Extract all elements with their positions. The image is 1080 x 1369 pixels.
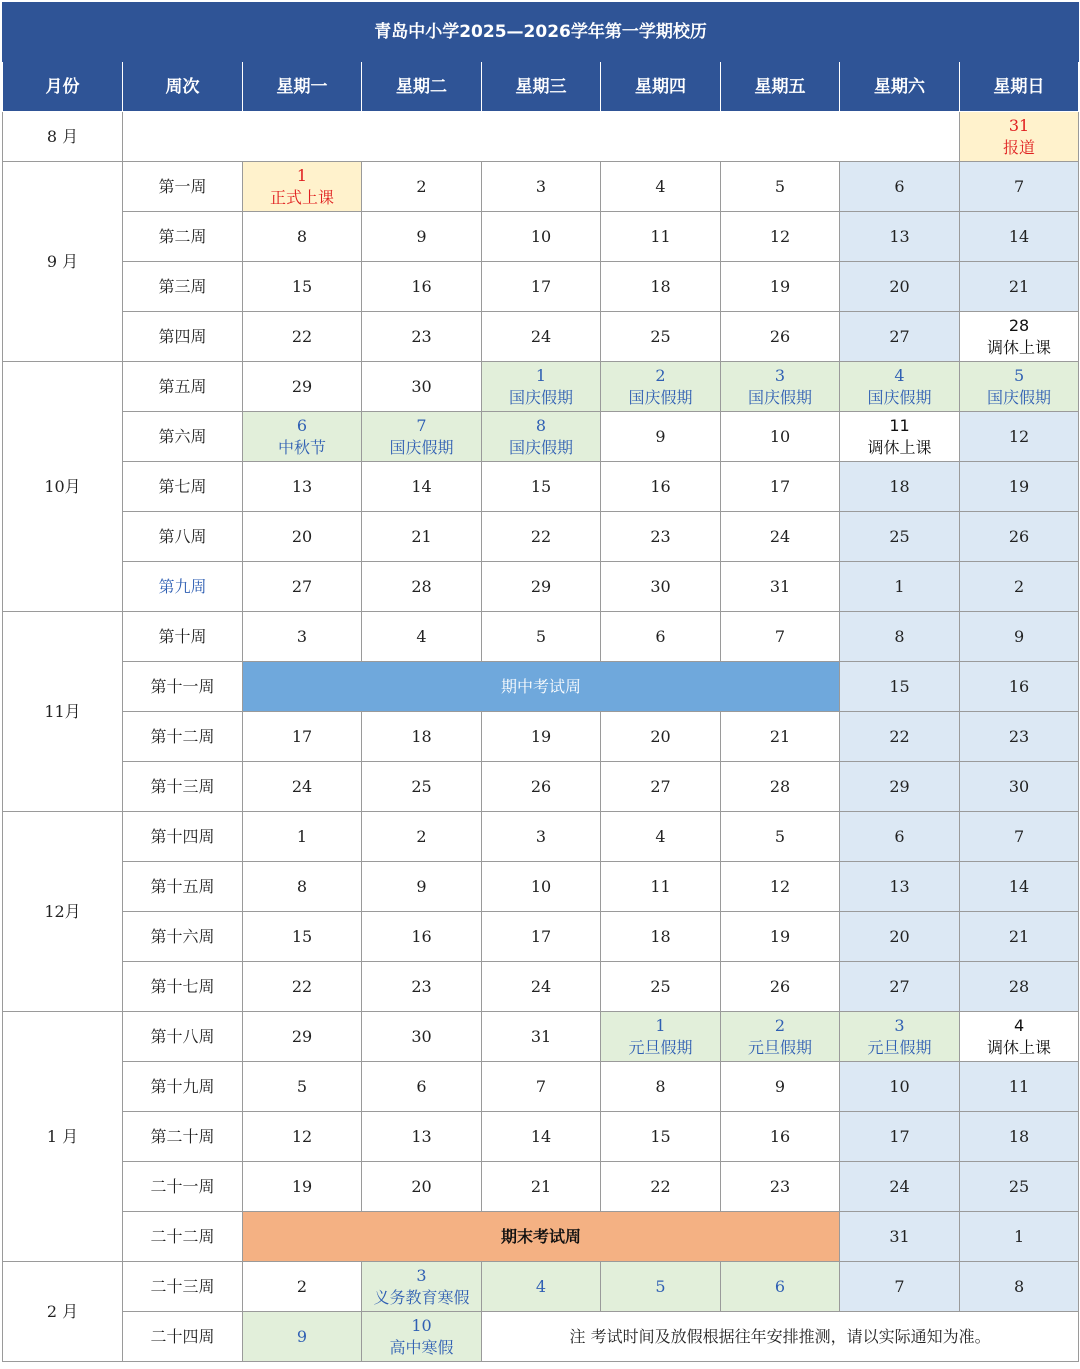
day-cell: 21 xyxy=(721,712,840,762)
day-cell: 2 xyxy=(243,1262,362,1312)
weekend-cell: 21 xyxy=(960,912,1079,962)
header-mon: 星期一 xyxy=(243,62,362,112)
header-thu: 星期四 xyxy=(601,62,721,112)
day-cell: 29 xyxy=(243,1012,362,1062)
mid-autumn-label: 中秋节 xyxy=(277,437,326,457)
table-row xyxy=(3,312,1079,362)
day-cell: 17 xyxy=(721,462,840,512)
page-title: 青岛中小学2025—2026学年第一学期校历 xyxy=(3,3,1079,62)
table-row xyxy=(3,562,1079,612)
day-number: 1 xyxy=(535,365,547,385)
makeup-label: 调休上课 xyxy=(987,337,1052,357)
day-cell: 25 xyxy=(601,962,721,1012)
weekend-cell: 1 xyxy=(840,562,960,612)
holiday-label: 元旦假期 xyxy=(867,1037,932,1057)
weekend-cell: 21 xyxy=(960,262,1079,312)
day-number: 3 xyxy=(416,1265,427,1285)
day-cell: 20 xyxy=(601,712,721,762)
month-cell: 9 月 xyxy=(3,162,123,362)
holiday-cell xyxy=(362,1312,482,1362)
day-cell: 2 xyxy=(362,812,482,862)
weekend-cell: 17 xyxy=(840,1112,960,1162)
table-row xyxy=(3,812,1079,862)
day-number: 28 xyxy=(1008,315,1030,335)
day-cell xyxy=(243,162,362,212)
table-row xyxy=(3,1162,1079,1212)
month-cell: 1 月 xyxy=(3,1012,123,1262)
week-name: 第十三周 xyxy=(123,762,243,812)
day-cell: 26 xyxy=(721,962,840,1012)
week-name: 第十七周 xyxy=(123,962,243,1012)
day-cell: 27 xyxy=(601,762,721,812)
day-cell: 22 xyxy=(243,312,362,362)
day-cell: 12 xyxy=(721,212,840,262)
week-name: 第二周 xyxy=(123,212,243,262)
table-row xyxy=(3,612,1079,662)
day-number: 3 xyxy=(774,365,786,385)
makeup-workday-cell xyxy=(960,312,1079,362)
day-cell: 16 xyxy=(362,262,482,312)
day-cell: 9 xyxy=(362,212,482,262)
day-number: 31 xyxy=(1008,115,1030,135)
day-cell: 6 xyxy=(362,1062,482,1112)
day-cell: 23 xyxy=(721,1162,840,1212)
day-cell: 11 xyxy=(601,212,721,262)
day-cell: 14 xyxy=(362,462,482,512)
day-cell: 29 xyxy=(482,562,601,612)
day-number: 3 xyxy=(894,1015,905,1035)
holiday-label: 国庆假期 xyxy=(389,437,454,457)
day-cell: 11 xyxy=(601,862,721,912)
weekend-cell: 7 xyxy=(960,812,1079,862)
weekend-cell: 2 xyxy=(960,562,1079,612)
table-row xyxy=(3,1312,1079,1362)
weekend-cell: 31 xyxy=(840,1212,960,1262)
table-row xyxy=(3,1212,1079,1262)
day-cell: 25 xyxy=(601,312,721,362)
header-wed: 星期三 xyxy=(482,62,601,112)
holiday-cell xyxy=(601,362,721,412)
day-cell: 10 xyxy=(482,862,601,912)
midterm-exam-banner: 期中考试周 xyxy=(243,662,840,712)
day-cell: 8 xyxy=(243,862,362,912)
makeup-label: 调休上课 xyxy=(987,1037,1052,1057)
day-cell: 9 xyxy=(362,862,482,912)
weekend-cell: 29 xyxy=(840,762,960,812)
empty-cell xyxy=(123,112,960,162)
day-cell: 12 xyxy=(721,862,840,912)
day-number: 4 xyxy=(1013,1015,1025,1035)
header-month: 月份 xyxy=(3,62,123,112)
report-day-cell xyxy=(960,112,1079,162)
day-cell: 29 xyxy=(243,362,362,412)
holiday-cell xyxy=(721,1012,840,1062)
header-sat: 星期六 xyxy=(840,62,960,112)
day-cell: 12 xyxy=(243,1112,362,1162)
holiday-label: 国庆假期 xyxy=(867,387,932,407)
table-row xyxy=(3,762,1079,812)
month-cell: 8 月 xyxy=(3,112,123,162)
day-cell: 21 xyxy=(362,512,482,562)
day-number: 2 xyxy=(655,365,666,385)
weekend-cell: 6 xyxy=(840,812,960,862)
day-cell: 17 xyxy=(482,912,601,962)
day-cell: 16 xyxy=(362,912,482,962)
week-name: 第一周 xyxy=(123,162,243,212)
weekend-cell: 12 xyxy=(960,412,1079,462)
week-name: 第六周 xyxy=(123,412,243,462)
day-cell: 2 xyxy=(362,162,482,212)
day-cell: 1 xyxy=(243,812,362,862)
weekend-cell: 24 xyxy=(840,1162,960,1212)
day-number: 7 xyxy=(416,415,427,435)
weekend-cell: 25 xyxy=(840,512,960,562)
week-name: 第五周 xyxy=(123,362,243,412)
table-row xyxy=(3,162,1079,212)
day-cell: 4 xyxy=(601,812,721,862)
weekend-cell: 20 xyxy=(840,912,960,962)
holiday-cell xyxy=(362,1262,482,1312)
weekend-cell: 27 xyxy=(840,312,960,362)
week-name: 第十四周 xyxy=(123,812,243,862)
table-row xyxy=(3,1062,1079,1112)
makeup-workday-cell xyxy=(960,1012,1079,1062)
week-name: 二十四周 xyxy=(123,1312,243,1362)
weekend-cell: 14 xyxy=(960,212,1079,262)
holiday-cell xyxy=(482,362,601,412)
weekend-cell: 6 xyxy=(840,162,960,212)
day-cell: 23 xyxy=(362,312,482,362)
day-cell: 19 xyxy=(721,262,840,312)
weekend-cell: 7 xyxy=(840,1262,960,1312)
day-cell: 19 xyxy=(721,912,840,962)
day-cell: 19 xyxy=(243,1162,362,1212)
day-cell: 13 xyxy=(243,462,362,512)
week-name: 第十周 xyxy=(123,612,243,662)
weekend-cell: 15 xyxy=(840,662,960,712)
weekend-cell: 22 xyxy=(840,712,960,762)
week-name: 第十五周 xyxy=(123,862,243,912)
table-row xyxy=(3,962,1079,1012)
day-cell: 17 xyxy=(482,262,601,312)
day-cell: 23 xyxy=(362,962,482,1012)
makeup-label: 调休上课 xyxy=(867,437,932,457)
day-cell: 5 xyxy=(721,812,840,862)
holiday-label: 元旦假期 xyxy=(628,1037,693,1057)
day-number: 4 xyxy=(894,365,905,385)
holiday-cell: 6 xyxy=(721,1262,840,1312)
weekend-cell: 8 xyxy=(840,612,960,662)
day-cell: 30 xyxy=(601,562,721,612)
week-name: 二十二周 xyxy=(123,1212,243,1262)
day-cell: 10 xyxy=(721,412,840,462)
holiday-label: 国庆假期 xyxy=(508,437,573,457)
holiday-cell: 4 xyxy=(482,1262,601,1312)
header-week: 周次 xyxy=(123,62,243,112)
day-cell: 31 xyxy=(721,562,840,612)
month-cell: 12月 xyxy=(3,812,123,1012)
day-cell: 9 xyxy=(721,1062,840,1112)
table-row xyxy=(3,712,1079,762)
day-cell: 20 xyxy=(243,512,362,562)
winter-break-label: 高中寒假 xyxy=(389,1337,454,1357)
table-row xyxy=(3,1112,1079,1162)
day-cell: 3 xyxy=(482,812,601,862)
table-row xyxy=(3,862,1079,912)
day-cell: 8 xyxy=(601,1062,721,1112)
final-exam-banner: 期末考试周 xyxy=(243,1212,840,1262)
weekend-cell: 19 xyxy=(960,462,1079,512)
weekend-cell: 28 xyxy=(960,962,1079,1012)
header-sun: 星期日 xyxy=(960,62,1079,112)
week-name: 第十二周 xyxy=(123,712,243,762)
weekend-cell: 25 xyxy=(960,1162,1079,1212)
day-cell: 28 xyxy=(721,762,840,812)
day-number: 5 xyxy=(1013,365,1025,385)
weekend-cell: 26 xyxy=(960,512,1079,562)
holiday-cell xyxy=(960,362,1079,412)
header-tue: 星期二 xyxy=(362,62,482,112)
table-row xyxy=(3,512,1079,562)
day-cell: 4 xyxy=(601,162,721,212)
weekend-cell: 18 xyxy=(960,1112,1079,1162)
day-cell: 9 xyxy=(601,412,721,462)
weekend-cell: 27 xyxy=(840,962,960,1012)
weekend-cell: 16 xyxy=(960,662,1079,712)
holiday-cell xyxy=(243,412,362,462)
day-cell: 24 xyxy=(482,312,601,362)
day-cell: 15 xyxy=(243,262,362,312)
day-cell: 21 xyxy=(482,1162,601,1212)
day-number: 10 xyxy=(411,1315,432,1335)
day-cell: 4 xyxy=(362,612,482,662)
holiday-cell: 5 xyxy=(601,1262,721,1312)
day-cell: 30 xyxy=(362,362,482,412)
day-number: 2 xyxy=(774,1015,786,1035)
weekend-cell: 20 xyxy=(840,262,960,312)
day-cell: 3 xyxy=(482,162,601,212)
day-cell: 18 xyxy=(601,912,721,962)
week-name: 第四周 xyxy=(123,312,243,362)
report-label: 报道 xyxy=(1003,137,1036,157)
week-name: 第三周 xyxy=(123,262,243,312)
day-cell: 13 xyxy=(362,1112,482,1162)
weekend-cell: 23 xyxy=(960,712,1079,762)
week-name: 第九周 xyxy=(123,562,243,612)
title-row xyxy=(3,3,1079,62)
day-number: 8 xyxy=(535,415,547,435)
table-row xyxy=(3,462,1079,512)
day-cell: 15 xyxy=(482,462,601,512)
day-cell: 6 xyxy=(601,612,721,662)
weekend-cell: 1 xyxy=(960,1212,1079,1262)
winter-break-label: 义务教育寒假 xyxy=(373,1287,470,1307)
week-name: 二十三周 xyxy=(123,1262,243,1312)
makeup-workday-cell xyxy=(840,412,960,462)
holiday-label: 元旦假期 xyxy=(747,1037,812,1057)
day-cell: 15 xyxy=(243,912,362,962)
holiday-cell xyxy=(482,412,601,462)
holiday-label: 国庆假期 xyxy=(987,387,1052,407)
day-cell: 16 xyxy=(601,462,721,512)
day-number: 1 xyxy=(296,165,308,185)
day-cell: 30 xyxy=(362,1012,482,1062)
weekend-cell: 7 xyxy=(960,162,1079,212)
day-cell: 17 xyxy=(243,712,362,762)
table-row xyxy=(3,1262,1079,1312)
table-row xyxy=(3,662,1079,712)
holiday-label: 国庆假期 xyxy=(747,387,812,407)
holiday-cell xyxy=(721,362,840,412)
day-cell: 18 xyxy=(601,262,721,312)
day-cell: 8 xyxy=(243,212,362,262)
table-row xyxy=(3,412,1079,462)
day-cell: 10 xyxy=(482,212,601,262)
day-cell: 14 xyxy=(482,1112,601,1162)
table-row xyxy=(3,262,1079,312)
start-class-label: 正式上课 xyxy=(269,187,334,207)
weekend-cell: 11 xyxy=(960,1062,1079,1112)
day-cell: 7 xyxy=(721,612,840,662)
day-cell: 24 xyxy=(243,762,362,812)
day-cell: 24 xyxy=(482,962,601,1012)
holiday-cell: 9 xyxy=(243,1312,362,1362)
day-number: 6 xyxy=(296,415,308,435)
footnote: 注 考试时间及放假根据往年安排推测，请以实际通知为准。 xyxy=(482,1312,1079,1362)
week-name: 第十八周 xyxy=(123,1012,243,1062)
holiday-cell xyxy=(362,412,482,462)
week-name: 第二十周 xyxy=(123,1112,243,1162)
day-cell: 7 xyxy=(482,1062,601,1112)
holiday-label: 国庆假期 xyxy=(508,387,573,407)
day-cell: 28 xyxy=(362,562,482,612)
day-cell: 22 xyxy=(601,1162,721,1212)
day-cell: 23 xyxy=(601,512,721,562)
day-cell: 15 xyxy=(601,1112,721,1162)
holiday-cell xyxy=(601,1012,721,1062)
weekend-cell: 14 xyxy=(960,862,1079,912)
month-cell: 2 月 xyxy=(3,1262,123,1362)
week-name: 第十六周 xyxy=(123,912,243,962)
holiday-cell xyxy=(840,362,960,412)
table-row xyxy=(3,112,1079,162)
week-name: 二十一周 xyxy=(123,1162,243,1212)
month-cell: 11月 xyxy=(3,612,123,812)
header-fri: 星期五 xyxy=(721,62,840,112)
day-cell: 5 xyxy=(243,1062,362,1112)
day-cell: 5 xyxy=(721,162,840,212)
holiday-label: 国庆假期 xyxy=(628,387,693,407)
day-cell: 26 xyxy=(482,762,601,812)
day-cell: 5 xyxy=(482,612,601,662)
day-cell: 3 xyxy=(243,612,362,662)
day-cell: 22 xyxy=(482,512,601,562)
day-cell: 25 xyxy=(362,762,482,812)
weekend-cell: 13 xyxy=(840,212,960,262)
day-cell: 20 xyxy=(362,1162,482,1212)
day-cell: 31 xyxy=(482,1012,601,1062)
week-name: 第十一周 xyxy=(123,662,243,712)
day-cell: 18 xyxy=(362,712,482,762)
day-cell: 16 xyxy=(721,1112,840,1162)
week-name: 第八周 xyxy=(123,512,243,562)
weekend-cell: 18 xyxy=(840,462,960,512)
weekend-cell: 9 xyxy=(960,612,1079,662)
weekend-cell: 30 xyxy=(960,762,1079,812)
school-calendar-table xyxy=(2,2,1079,1362)
table-row xyxy=(3,212,1079,262)
weekend-cell: 10 xyxy=(840,1062,960,1112)
week-name: 第七周 xyxy=(123,462,243,512)
day-cell: 26 xyxy=(721,312,840,362)
day-cell: 24 xyxy=(721,512,840,562)
day-number: 1 xyxy=(655,1015,666,1035)
table-row xyxy=(3,912,1079,962)
day-number: 11 xyxy=(889,415,910,435)
week-name: 第十九周 xyxy=(123,1062,243,1112)
day-cell: 19 xyxy=(482,712,601,762)
table-row xyxy=(3,1012,1079,1062)
month-cell: 10月 xyxy=(3,362,123,612)
weekend-cell: 13 xyxy=(840,862,960,912)
day-cell: 22 xyxy=(243,962,362,1012)
table-row xyxy=(3,362,1079,412)
weekend-cell: 8 xyxy=(960,1262,1079,1312)
day-cell: 27 xyxy=(243,562,362,612)
holiday-cell xyxy=(840,1012,960,1062)
header-row xyxy=(3,62,1079,112)
